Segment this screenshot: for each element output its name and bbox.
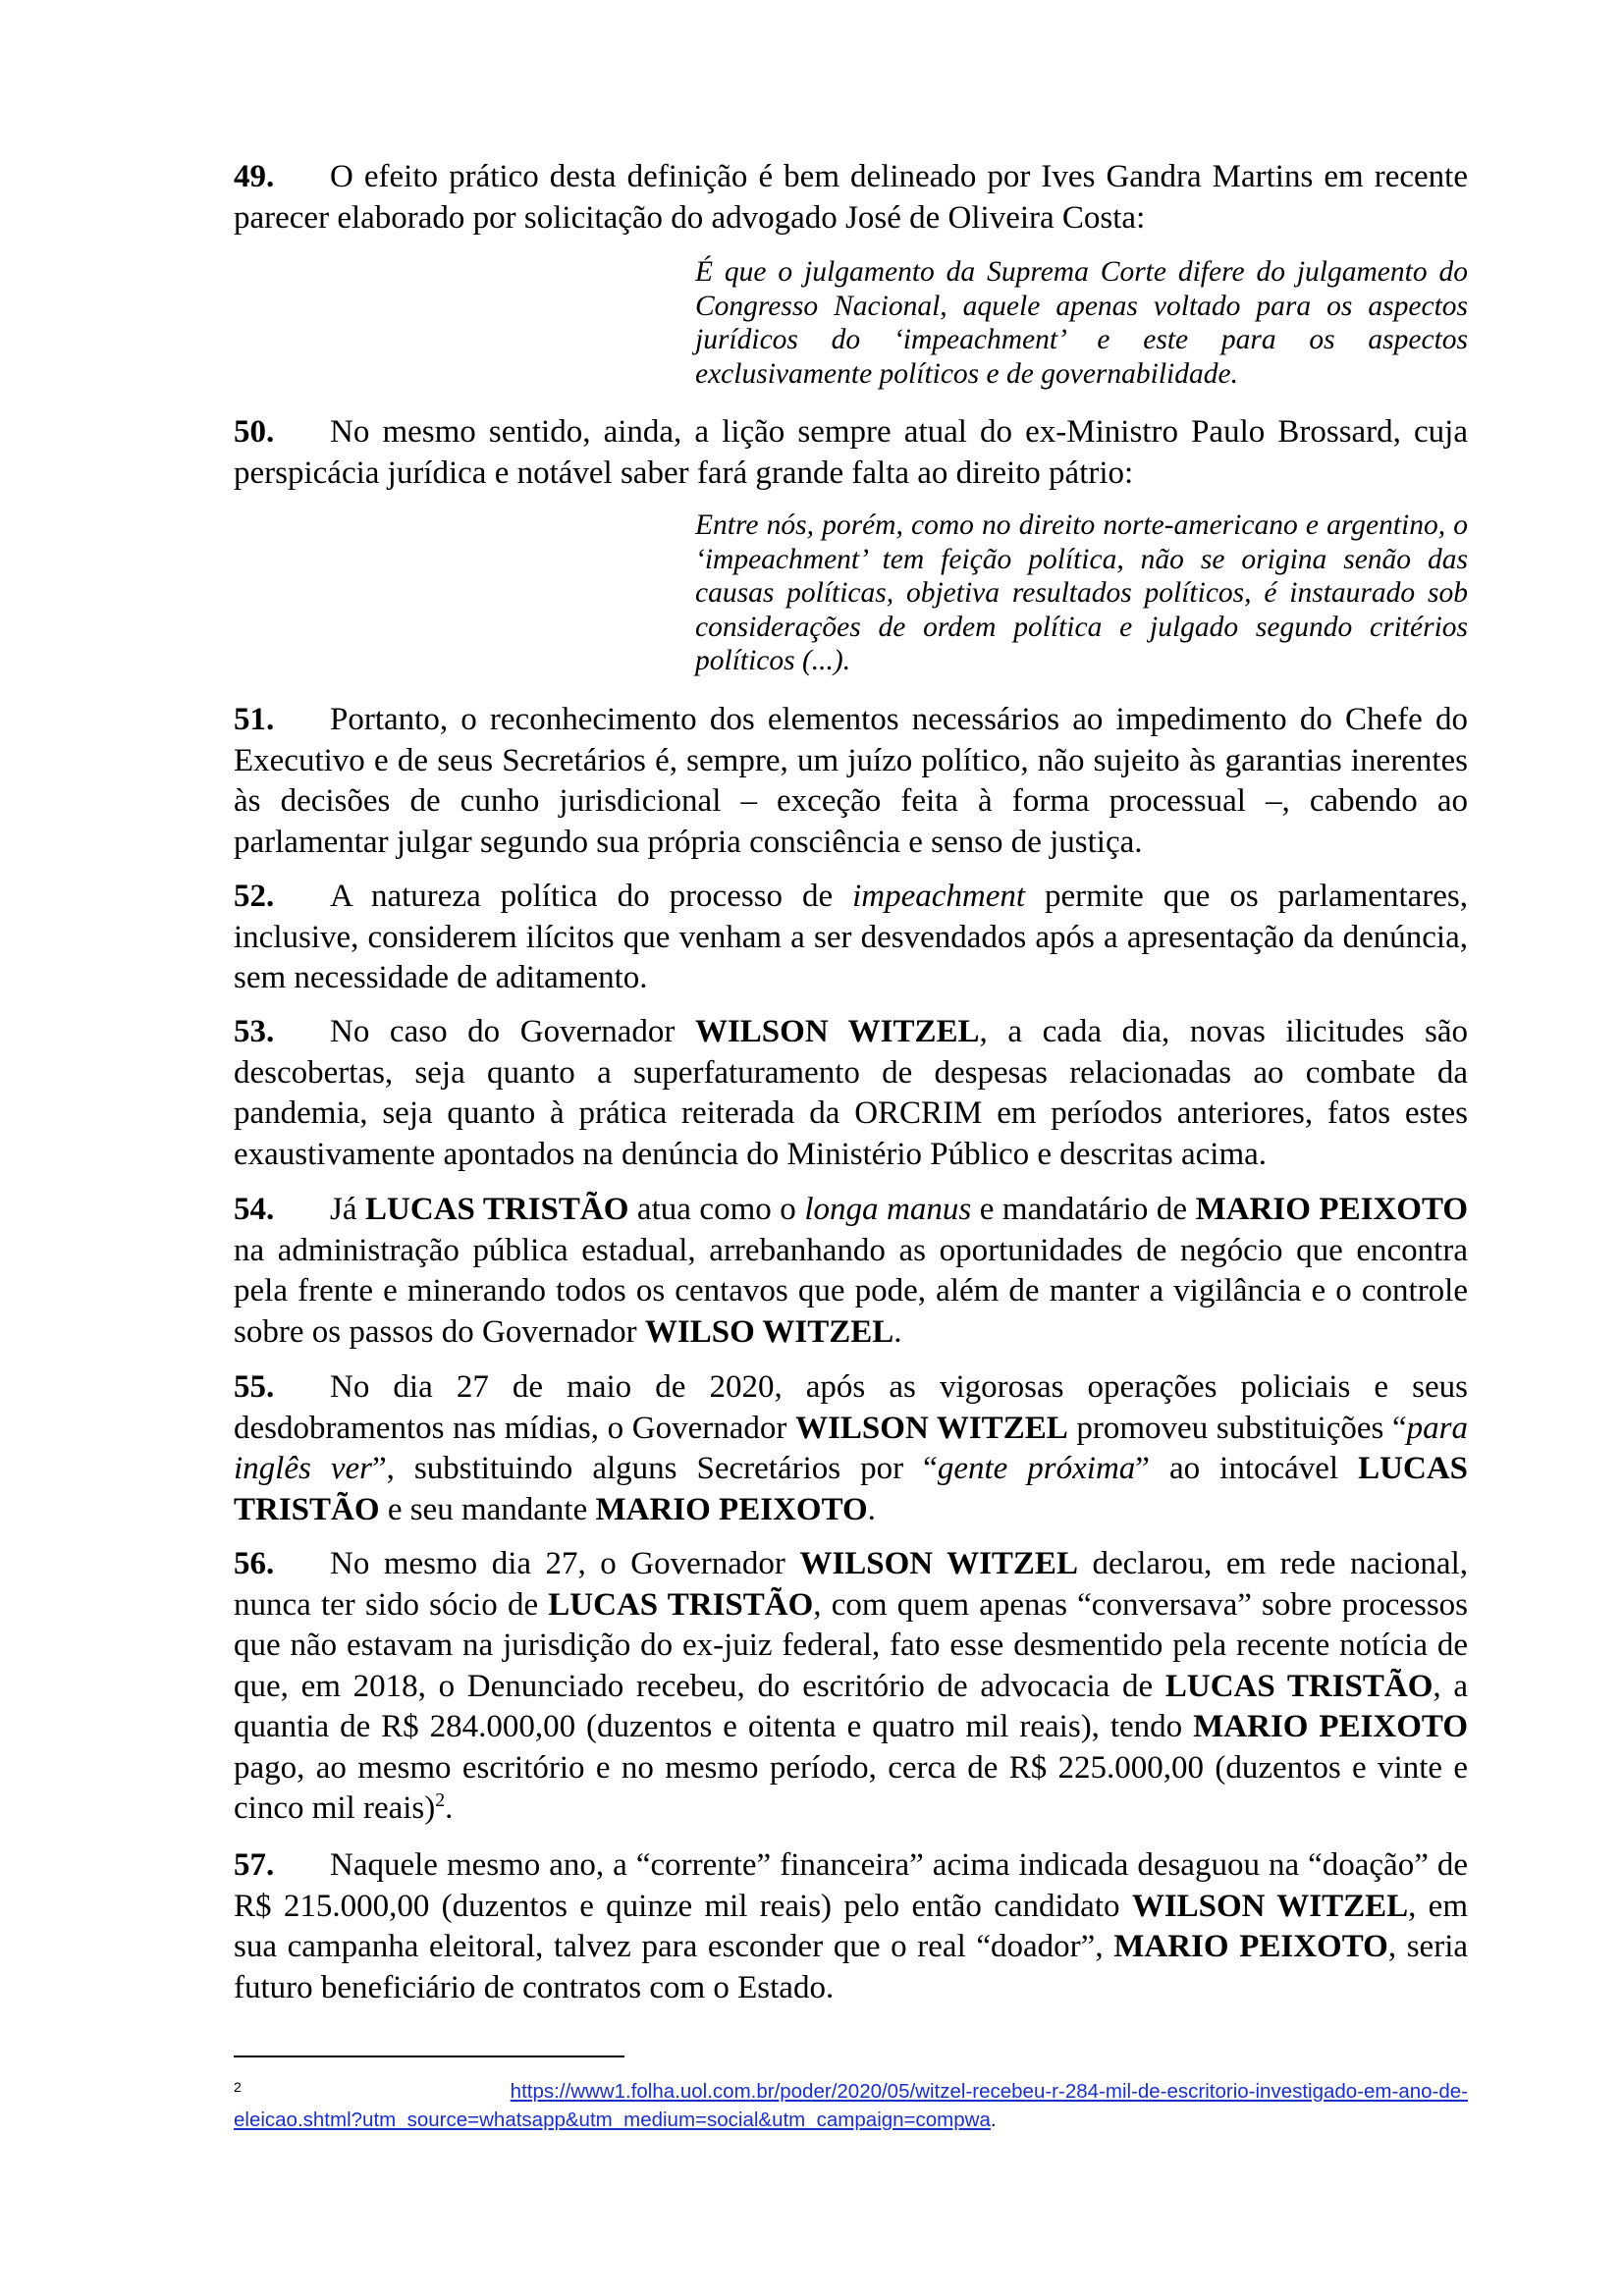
bold-name: LUCAS TRISTÃO — [234, 1451, 1468, 1527]
italic-term: impeachment — [852, 879, 1026, 914]
paragraph-text: na administração pública estadual, arrebanhando as oportunidades de negócio que encontra pela frente e minerando todos os centavos que pode, além de manter a vigilância e o controle sobre os passos do Governador — [234, 1232, 1468, 1350]
paragraph-53 — [234, 1012, 1468, 1175]
paragraph-text: , em sua campanha eleitoral, talvez para esconder que o real “doador”, — [234, 1888, 1468, 1964]
paragraph-number: 57. — [234, 1847, 275, 1883]
bold-name: LUCAS TRISTÃO — [548, 1586, 814, 1623]
paragraph-text: . — [893, 1313, 902, 1350]
bold-name: MARIO PEIXOTO — [1193, 1709, 1468, 1744]
bold-name: LUCAS TRISTÃO — [1164, 1668, 1434, 1704]
bold-name: LUCAS TRISTÃO — [365, 1192, 629, 1227]
italic-term: gente próxima — [937, 1451, 1136, 1486]
footnote-link[interactable]: https://www1.folha.uol.com.br/poder/2020/05/witzel-recebeu-r-284-mil-de-escritorio-investigado-em-ano-de- — [510, 2080, 1468, 2103]
paragraph-text: atua como o — [628, 1192, 805, 1227]
paragraph-text: No caso do Governador — [330, 1014, 695, 1049]
paragraph-number: 56. — [234, 1546, 275, 1581]
paragraph-text: No mesmo sentido, ainda, a lição sempre atual do ex-Ministro Paulo Brossard, cuja perspicácia jurídica e notável saber fará grande falta ao direito pátrio: — [234, 414, 1468, 491]
italic-term: longa manus — [804, 1192, 972, 1227]
paragraph-text: Naquele mesmo ano, a “corrente” financeira” acima indicada desaguou na “doação” de R$ 215.000,00 (duzentos e quinze mil reais) pelo então candidato — [234, 1847, 1468, 1924]
paragraph-56 — [234, 1544, 1468, 1830]
paragraph-number: 50. — [234, 414, 275, 450]
bold-name: MARIO PEIXOTO — [595, 1491, 868, 1527]
paragraph-55 — [234, 1367, 1468, 1530]
footnote-link-continued[interactable]: eleicao.shtml?utm_source=whatsapp&utm_medium=social&utm_campaign=compwa — [234, 2109, 991, 2131]
paragraph-50 — [234, 412, 1468, 494]
paragraph-text: ” ao intocável — [1135, 1451, 1359, 1486]
bold-name: WILSO WITZEL — [644, 1313, 894, 1350]
paragraph-54 — [234, 1190, 1468, 1353]
paragraph-text: Portanto, o reconhecimento dos elementos necessários ao impedimento do Chefe do Executivo e de seus Secretários é, sempre, um juízo político, não sujeito às garantias inerentes às decisões de cunho jurisdicional – exceção feita à forma processual –, cabendo ao parlamentar julgar segundo sua própria consciência e senso de justiça. — [234, 702, 1468, 860]
paragraph-text: A natureza política do processo de — [330, 879, 853, 914]
paragraph-text: . — [867, 1491, 876, 1527]
paragraph-text: declarou, em rede nacional, nunca ter sido sócio de — [234, 1546, 1468, 1623]
paragraph-text: e seu mandante — [379, 1491, 596, 1527]
paragraph-text: permite que os parlamentares, inclusive, considerem ilícitos que venham a ser desvendados após a apresentação da denúncia, sem necessidade de aditamento. — [234, 879, 1468, 995]
paragraph-52 — [234, 877, 1468, 999]
paragraph-text: pago, ao mesmo escritório e no mesmo período, cerca de R$ 225.000,00 (duzentos e vinte e cinco mil reais) — [234, 1749, 1468, 1826]
paragraph-57 — [234, 1845, 1468, 2008]
paragraph-49 — [234, 157, 1468, 239]
bold-name: MARIO PEIXOTO — [1195, 1192, 1469, 1227]
paragraph-number: 52. — [234, 879, 275, 914]
paragraph-text: , com quem apenas “conversava” sobre processos que não estavam na jurisdição do ex-juiz federal, fato esse desmentido pela recente notícia de que, em 2018, o Denunciado recebeu, do escritório de advocacia de — [234, 1586, 1469, 1704]
paragraph-number: 55. — [234, 1369, 275, 1405]
block-quote: Entre nós, porém, como no direito norte-americano e argentino, o ‘impeachment’ tem feição política, não se origina senão das causas políticas, objetiva resultados políticos, é instaurado sob considerações de ordem política e julgado segundo critérios políticos (...). — [695, 509, 1468, 676]
bold-name: WILSON WITZEL — [795, 1410, 1068, 1446]
paragraph-51 — [234, 700, 1468, 863]
paragraph-text: , seria futuro beneficiário de contratos com o Estado. — [234, 1929, 1469, 2005]
paragraph-text: No dia 27 de maio de 2020, após as vigorosas operações policiais e seus desdobramentos nas mídias, o Governador — [234, 1369, 1468, 1446]
footnote-separator — [234, 2056, 624, 2057]
bold-name: WILSON WITZEL — [694, 1014, 980, 1049]
footnote-mark: 2 — [234, 2079, 242, 2095]
italic-term: para inglês ver — [234, 1410, 1468, 1486]
paragraph-text: , a cada dia, novas ilicitudes são descobertas, seja quanto a superfaturamento de despesas relacionadas ao combate da pandemia, seja quanto à prática reiterada da ORCRIM em períodos anteriores, fatos estes exaustivamente apontados na denúncia do Ministério Público e descritas acima. — [234, 1014, 1468, 1172]
paragraph-text: O efeito prático desta definição é bem delineado por Ives Gandra Martins em recente parecer elaborado por solicitação do advogado José de Oliveira Costa: — [234, 159, 1468, 236]
paragraph-text: , a quantia de R$ 284.000,00 (duzentos e oitenta e quatro mil reais), tendo — [234, 1668, 1468, 1744]
bold-name: MARIO PEIXOTO — [1113, 1929, 1388, 1964]
paragraph-number: 49. — [234, 159, 275, 194]
paragraph-number: 51. — [234, 702, 275, 737]
footnote-trailing-period: . — [990, 2109, 997, 2131]
footnote — [234, 2077, 1468, 2134]
paragraph-text: Já — [330, 1192, 366, 1227]
paragraph-text: promoveu substituições “ — [1067, 1410, 1407, 1446]
paragraph-text: No mesmo dia 27, o Governador — [330, 1546, 800, 1581]
paragraph-text: ”, substituindo alguns Secretários por “ — [372, 1451, 938, 1486]
footnote-reference[interactable]: 2 — [435, 1789, 446, 1811]
paragraph-number: 54. — [234, 1192, 275, 1227]
paragraph-number: 53. — [234, 1014, 275, 1049]
paragraph-text: . — [445, 1790, 454, 1826]
block-quote: É que o julgamento da Suprema Corte difere do julgamento do Congresso Nacional, aquele apenas voltado para os aspectos jurídicos do ‘impeachment’ e este para os aspectos exclusivamente políticos e de governabilidade. — [695, 256, 1468, 390]
paragraph-text: e mandatário de — [971, 1192, 1196, 1227]
bold-name: WILSON WITZEL — [799, 1546, 1078, 1581]
bold-name: WILSON WITZEL — [1131, 1888, 1409, 1924]
